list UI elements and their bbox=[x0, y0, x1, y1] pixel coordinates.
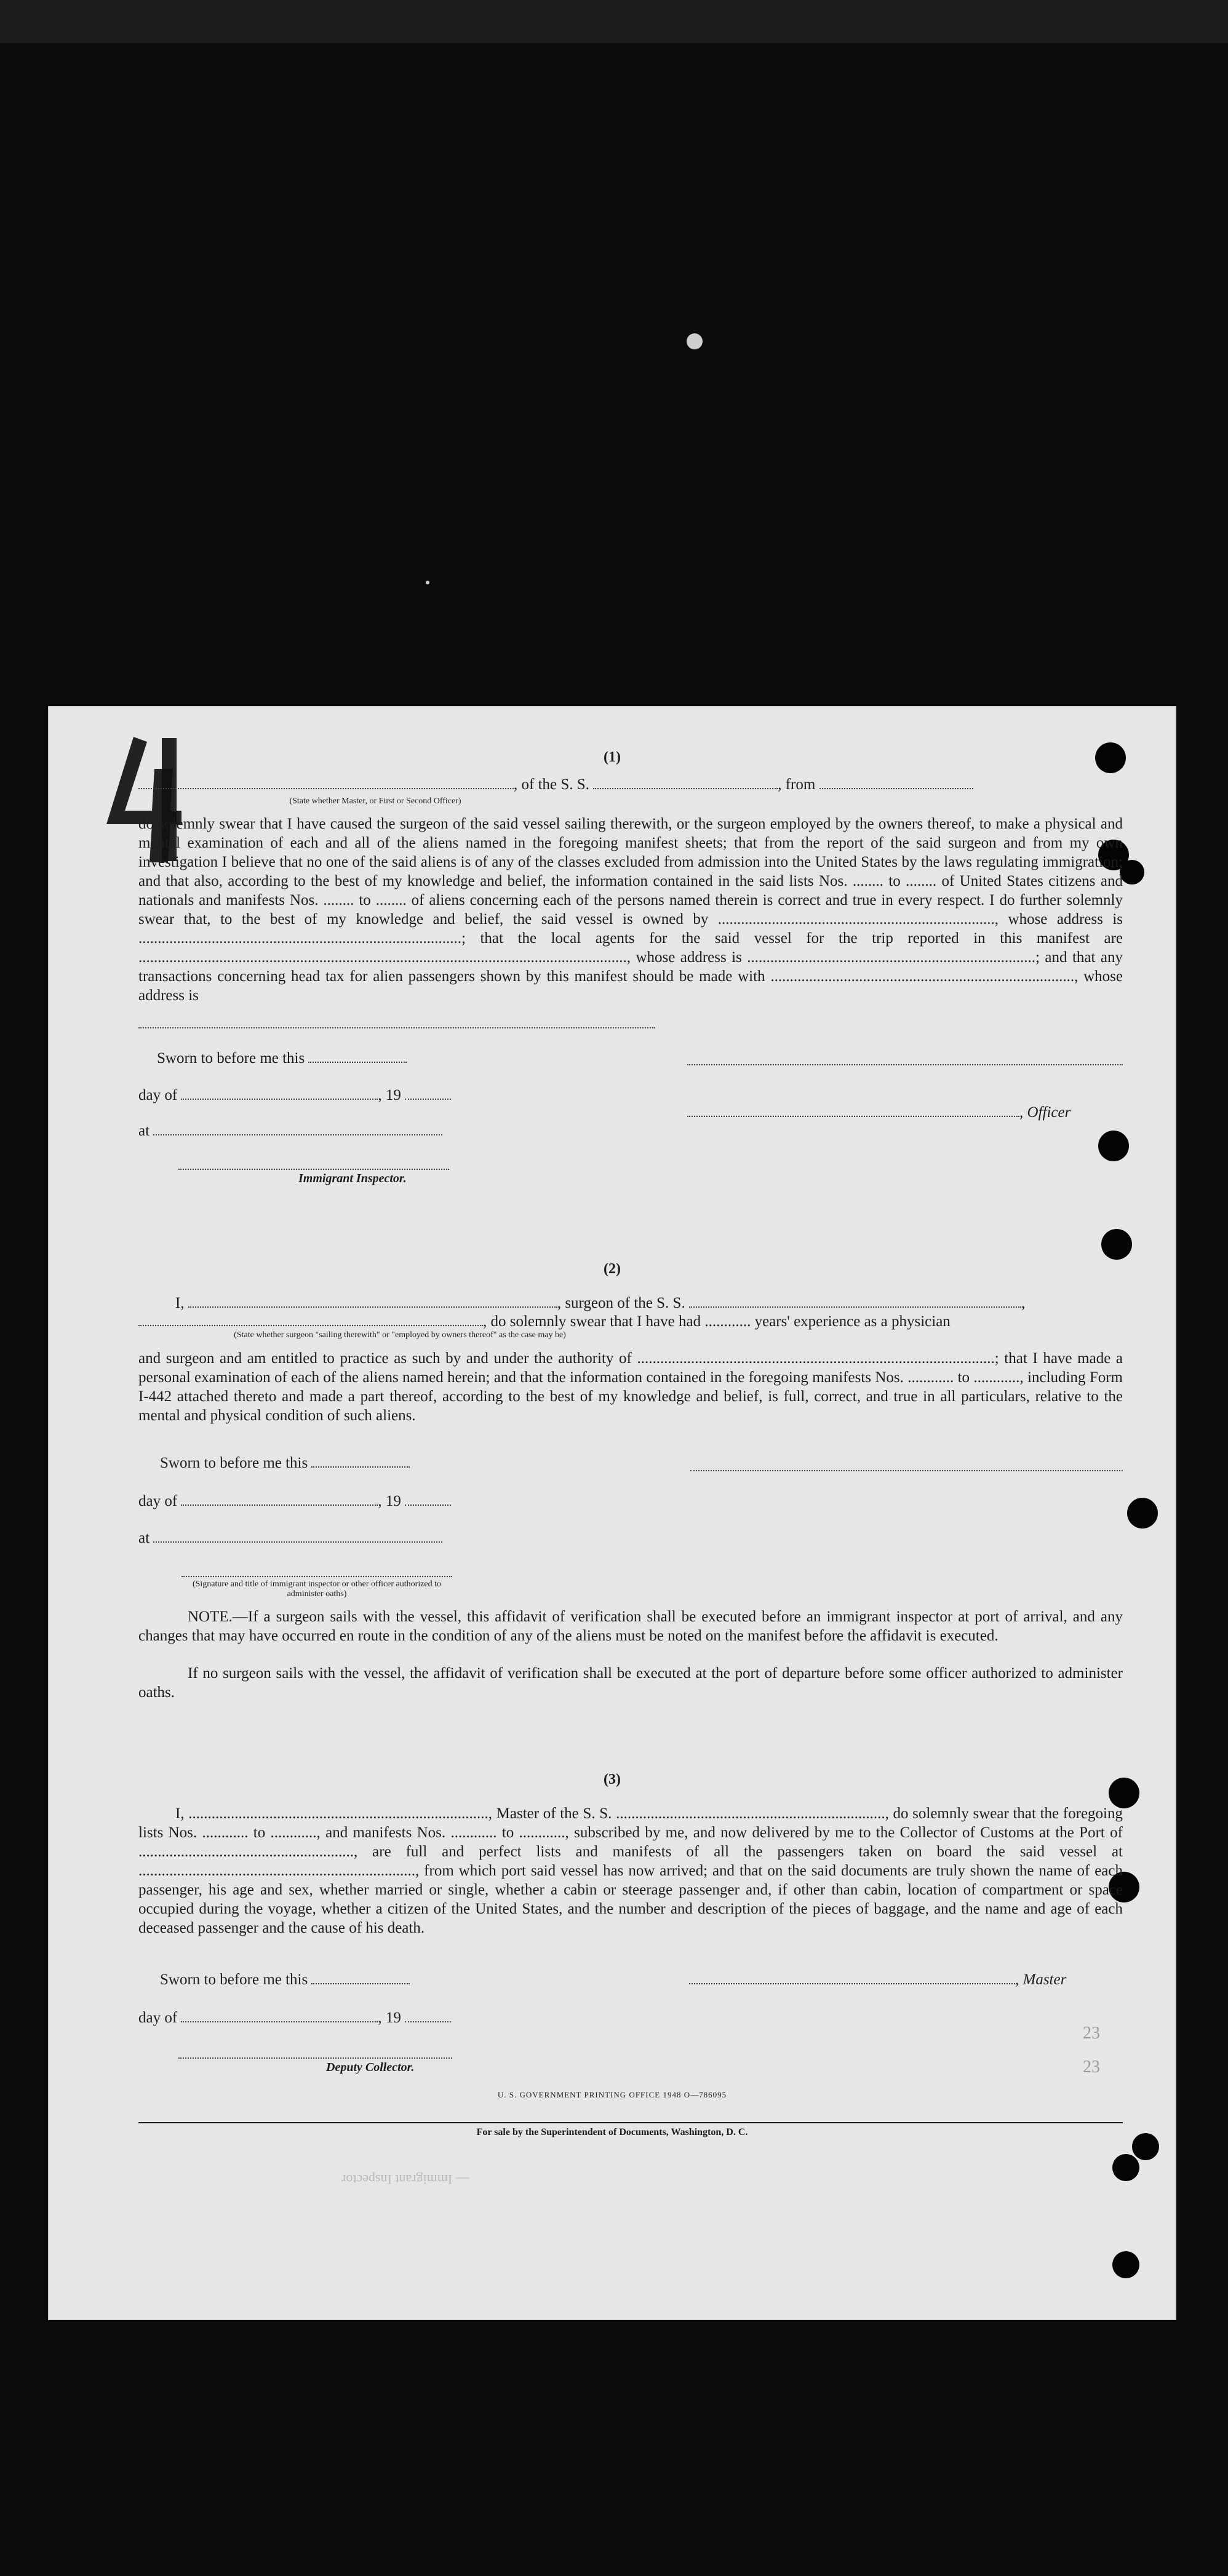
punch-hole bbox=[1101, 1229, 1132, 1260]
section-1-number: (1) bbox=[604, 749, 621, 765]
bleed-through-text: — Immigrant Inspector bbox=[341, 2172, 469, 2187]
deputy-collector-caption: Deputy Collector. bbox=[326, 2061, 415, 2074]
surgeon-signature-blank bbox=[690, 1470, 1123, 1471]
footer-rule bbox=[138, 2122, 1123, 2123]
section-3-number: (3) bbox=[604, 1771, 621, 1787]
section-1-header-line bbox=[138, 776, 973, 793]
section-1-oath-paragraph: do solemnly swear that I have caused the surgeon of the said vessel sailing therewith, or the surgeon employed by the owners thereof, to make a physical and mental examination of each and all of the aliens named in the foregoing manifest sheets; that from the report of the said surgeon and from my own investigation I believe that no one of the said aliens is of any of the classes excluded from admission into the United States by the laws regulating immigration; and that also, according to the best of my knowledge and belief, the information contained in the said lists Nos. ........ to ........ of United States citizens and nationals and manifests Nos. ........ to ........ of aliens concerning each of the persons named therein is correct and true in every respect. I do further solemnly swear that, to the best of my knowledge and belief, the said vessel is owned by ........................................................................, whose address is ....................................................................................; that the local agents for the said vessel for the trip reported in this manifest are ..............................................................................................................................., whose address is ...........................................................................; and that any transactions concerning head tax for alien passengers shown by this manifest should be made with ..............................................................................., whose address is bbox=[138, 816, 1123, 1004]
film-edge bbox=[0, 0, 1228, 43]
witness-signature-blank bbox=[181, 1576, 452, 1577]
footer-sale-notice: For sale by the Superintendent of Documents, Washington, D. C. bbox=[476, 2127, 748, 2137]
section-2-day-line: day of , 19 bbox=[138, 1493, 451, 1510]
of-ss-label: , of the S. S. bbox=[514, 776, 589, 793]
printing-office-line: U. S. GOVERNMENT PRINTING OFFICE 1948 O—786095 bbox=[497, 2090, 727, 2099]
section-3-oath-paragraph: I, .............................................................................., Master of the S. S. ......................................................................, do solemnly swear that the foregoing lists Nos. ............ to ............, and manifests Nos. ............ to ............, subscribed by me, and now delivered by me to the Collector of Customs at the Port of ........................................................, are full and perfect lists and manifests of all the passengers taken on board the said vessel at ........................................................................, from which port said vessel has now arrived; and that on the said documents are truly shown the name of each passenger, his age and sex, whether married or single, whether a cabin or steerage passenger and, if other than cabin, location of compartment or space occupied during the voyage, whether a citizen of the United States, and the number and description of the pieces of baggage, and the name and age of each deceased passenger and the cause of his death. bbox=[138, 1805, 1123, 1936]
section-1-address-blank bbox=[138, 1027, 655, 1028]
vessel-name-blank bbox=[689, 1295, 1021, 1308]
section-2-swear-line: , do solemnly swear that I have had ............ years' experience as a physician bbox=[138, 1313, 951, 1330]
sworn-label: Sworn to before me this bbox=[157, 1050, 305, 1067]
vessel-name-blank bbox=[593, 777, 778, 789]
punch-hole bbox=[1098, 1131, 1129, 1161]
officer-name-blank bbox=[138, 777, 514, 789]
section-3-master-line bbox=[689, 1971, 1066, 1989]
from-label: , from bbox=[778, 776, 816, 793]
collector-signature-blank bbox=[178, 2057, 452, 2059]
section-2-sworn-line: Sworn to before me this bbox=[160, 1455, 410, 1472]
section-3-day-line: day of , 19 bbox=[138, 2010, 451, 2027]
section-3-sworn-line: Sworn to before me this bbox=[160, 1971, 410, 1989]
section-2-note: NOTE.—If a surgeon sails with the vessel, this affidavit of verification shall be executed before an immigrant inspector at port of arrival, and any changes that may have occurred en route in the condition of any of the aliens must be noted on the manifest before the affidavit is executed. bbox=[138, 1608, 1123, 1644]
section-2-number: (2) bbox=[604, 1261, 621, 1277]
stamp-text: 41 bbox=[95, 732, 96, 733]
immigrant-inspector-caption: Immigrant Inspector. bbox=[298, 1172, 407, 1185]
punch-hole bbox=[1112, 2154, 1139, 2181]
section-2-state-caption: (State whether surgeon "sailing therewith" or "employed by owners thereof" as the case may be) bbox=[234, 1330, 566, 1340]
section-1-sworn-line bbox=[157, 1050, 407, 1067]
section-2-signature-caption: (Signature and title of immigrant inspector or other officer authorized to administer oaths) bbox=[192, 1580, 442, 1599]
section-1-officer-line bbox=[687, 1104, 1071, 1121]
manifest-verification-page bbox=[49, 707, 1175, 2319]
dust-speck bbox=[687, 333, 703, 349]
section-2-oath-paragraph: and surgeon and am entitled to practice as such by and under the authority of .............................................................................................; that I have made a personal examination of each of the aliens named herein; and that the information contained in the foregoing manifests Nos. ............ to ............, including Form I-442 attached thereto and made a part thereof, according to the best of my knowledge and belief, is full, correct, and true in all particulars, relative to the mental and physical condition of such aliens. bbox=[138, 1350, 1123, 1424]
inspector-signature-blank bbox=[178, 1169, 449, 1170]
section-2-at-line: at bbox=[138, 1530, 442, 1547]
punch-hole bbox=[1120, 860, 1144, 885]
section-2-surgeon-line: I, , surgeon of the S. S. , bbox=[175, 1295, 1026, 1311]
punch-hole bbox=[1127, 1498, 1158, 1529]
margin-mark: 23 bbox=[1083, 2057, 1100, 2077]
dust-speck bbox=[426, 581, 429, 584]
section-2-note-continued: If no surgeon sails with the vessel, the affidavit of verification shall be executed at the port of departure before some officer authorized to administer oaths. bbox=[138, 1665, 1123, 1701]
master-signature-blank bbox=[689, 1972, 1015, 1984]
surgeon-name-blank bbox=[188, 1295, 557, 1308]
section-1-day-line: day of , 19 bbox=[138, 1087, 451, 1104]
punch-hole bbox=[1112, 2251, 1139, 2278]
officer-signature-blank bbox=[687, 1064, 1123, 1065]
section-1-at-line: at bbox=[138, 1123, 442, 1140]
master-label: , Master bbox=[1015, 1971, 1067, 1988]
section-1-state-caption: (State whether Master, or First or Second Officer) bbox=[289, 797, 461, 806]
from-port-blank bbox=[819, 777, 973, 789]
margin-mark: 23 bbox=[1083, 2024, 1100, 2043]
officer-label: , Officer bbox=[1019, 1104, 1071, 1121]
